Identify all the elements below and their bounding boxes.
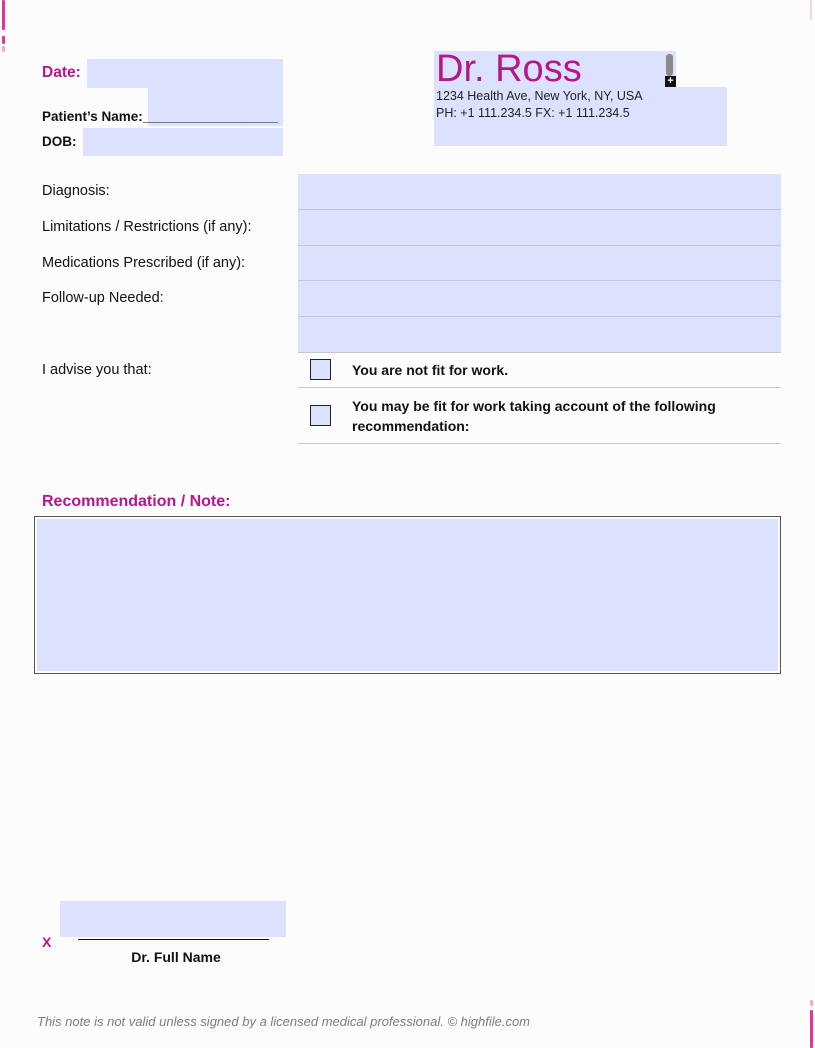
followup-label: Follow-up Needed:: [42, 290, 164, 306]
edge-mark-top-left-2: [2, 36, 5, 44]
date-field[interactable]: [87, 59, 283, 88]
edge-mark-bottom-right-2: [810, 1000, 813, 1006]
edge-mark-bottom-right: [810, 1010, 813, 1048]
dob-field[interactable]: [83, 128, 283, 156]
row-divider-5: [298, 352, 781, 353]
advise-label: I advise you that:: [42, 362, 152, 378]
recommendation-textarea-fill: [37, 519, 778, 671]
patient-name-label: Patient’s Name:__________________: [42, 109, 278, 124]
limitations-label: Limitations / Restrictions (if any):: [42, 219, 252, 235]
row-divider-4: [298, 316, 781, 317]
doctor-name: Dr. Ross: [436, 48, 582, 90]
scroll-handle[interactable]: [666, 54, 673, 76]
date-label: Date:: [42, 64, 81, 81]
row-divider-1: [298, 209, 781, 210]
signature-field[interactable]: [60, 901, 286, 937]
may-be-fit-option-label-line1: You may be fit for work taking account of the following: [352, 398, 716, 414]
row-divider-3: [298, 280, 781, 281]
edge-mark-right-1: [810, 0, 812, 20]
recommendation-heading: Recommendation / Note:: [42, 493, 231, 510]
details-field-block[interactable]: [298, 174, 781, 352]
signature-x-mark: X: [42, 934, 52, 950]
expand-icon[interactable]: +: [665, 76, 676, 87]
edge-mark-top-left-3: [2, 46, 5, 52]
row-divider-7: [298, 443, 781, 444]
diagnosis-label: Diagnosis:: [42, 183, 110, 199]
not-fit-checkbox[interactable]: [310, 359, 331, 380]
doctor-address: 1234 Health Ave, New York, NY, USA: [436, 89, 643, 103]
row-divider-6: [298, 387, 781, 388]
doctor-full-name-label: Dr. Full Name: [131, 949, 221, 965]
edge-mark-top-left: [2, 0, 5, 30]
dob-label: DOB:: [42, 134, 77, 149]
signature-line: [78, 939, 269, 940]
medications-label: Medications Prescribed (if any):: [42, 255, 246, 271]
doctor-contact: PH: +1 111.234.5 FX: +1 111.234.5: [436, 106, 630, 120]
recommendation-textarea[interactable]: [34, 516, 781, 674]
footer-disclaimer: This note is not valid unless signed by a licensed medical professional. © highfile.com: [37, 1014, 531, 1029]
may-be-fit-checkbox[interactable]: [310, 405, 331, 426]
may-be-fit-option-label-line2: recommendation:: [352, 418, 470, 434]
row-divider-2: [298, 245, 781, 246]
not-fit-option-label: You are not fit for work.: [352, 362, 509, 378]
